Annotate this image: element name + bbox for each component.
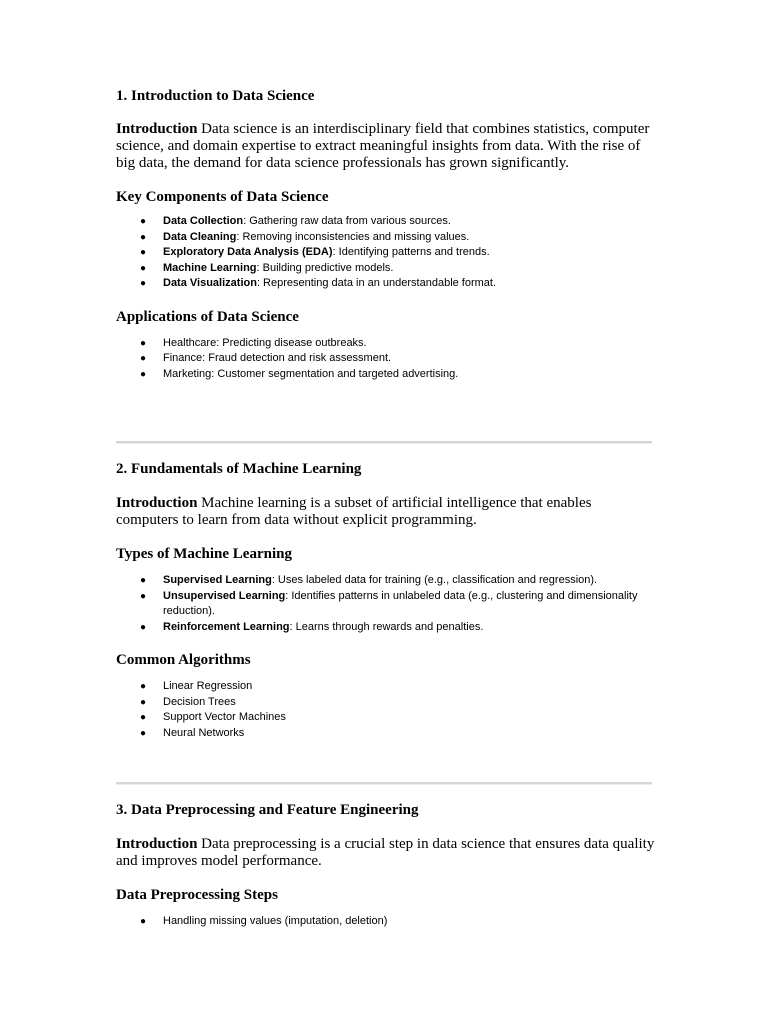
list-item-term: Data Cleaning	[163, 230, 237, 243]
list-item-term: Unsupervised Learning	[163, 589, 286, 602]
section-intro-paragraph	[116, 121, 656, 172]
list-item	[116, 710, 656, 726]
section-intro-data-science	[116, 88, 656, 382]
list-item-term: Data Collection	[163, 215, 244, 227]
list-item	[116, 336, 656, 352]
bullet-icon: ●	[140, 247, 147, 258]
list-item	[116, 695, 656, 711]
bullet-icon: ●	[140, 681, 147, 692]
section-title: 2. Fundamentals of Machine Learning	[116, 461, 362, 477]
subsection-title: Common Algorithms	[116, 652, 251, 668]
list-item	[116, 573, 656, 589]
section-divider	[116, 782, 652, 785]
algorithms-list	[116, 679, 656, 741]
bullet-icon: ●	[140, 262, 147, 274]
preprocessing-steps-list	[116, 914, 656, 930]
bullet-icon: ●	[140, 621, 147, 633]
list-item-term: Data Visualization	[163, 277, 257, 289]
applications-list	[116, 336, 656, 383]
bullet-icon: ●	[140, 727, 147, 739]
bullet-icon: ●	[140, 337, 147, 349]
bullet-icon: ●	[140, 712, 147, 723]
list-item	[116, 214, 656, 230]
section-intro-paragraph	[116, 495, 656, 529]
list-item-text: Marketing: Customer segmentation and targeted advertising.	[163, 367, 459, 380]
list-item	[116, 276, 656, 292]
list-item-text: Support Vector Machines	[163, 711, 286, 723]
list-item	[116, 914, 656, 930]
list-item	[116, 589, 656, 620]
intro-text: Data science is an interdisciplinary field that combines statistics, computer science, and domain expertise to extract meaningful insights from data. With the rise of big data, the demand for data science professionals has grown significantly.	[116, 121, 650, 171]
bullet-icon: ●	[140, 916, 147, 927]
list-item	[116, 679, 656, 695]
intro-label: Introduction	[116, 495, 198, 511]
bullet-icon: ●	[140, 590, 147, 602]
list-item	[116, 367, 656, 383]
list-item-term: Supervised Learning	[163, 574, 272, 586]
key-components-list	[116, 214, 656, 292]
list-item	[116, 351, 656, 367]
bullet-icon: ●	[140, 278, 147, 289]
list-item	[116, 261, 656, 277]
list-item-desc: : Identifying patterns and trends.	[332, 246, 490, 258]
list-item-text: Decision Trees	[163, 695, 236, 708]
list-item	[116, 620, 656, 636]
bullet-icon: ●	[140, 216, 147, 227]
list-item	[116, 726, 656, 742]
list-item-desc: : Uses labeled data for training (e.g., classification and regression).	[271, 574, 598, 586]
list-item-desc: : Identifies patterns in unlabeled data (e.g., clustering and dimensionality reduction).	[163, 589, 638, 617]
subsection-title: Applications of Data Science	[116, 308, 299, 325]
section-ml-fundamentals	[116, 461, 656, 741]
list-item-text: Handling missing values (imputation, deletion)	[163, 915, 388, 927]
intro-text: Data preprocessing is a crucial step in data science that ensures data quality and improves model performance.	[116, 836, 655, 869]
list-item-term: Machine Learning	[163, 261, 257, 274]
list-item-text: Healthcare: Predicting disease outbreaks.	[163, 336, 367, 349]
subsection-title: Key Components of Data Science	[116, 189, 329, 205]
subsection-title: Types of Machine Learning	[116, 546, 292, 562]
subsection-title: Data Preprocessing Steps	[116, 887, 278, 903]
intro-label: Introduction	[116, 836, 198, 852]
bullet-icon: ●	[140, 696, 147, 708]
list-item-desc: : Representing data in an understandable format.	[256, 277, 497, 289]
section-title: 3. Data Preprocessing and Feature Engineering	[116, 802, 419, 818]
bullet-icon: ●	[140, 353, 147, 364]
list-item-text: Linear Regression	[163, 680, 253, 692]
list-item-desc: : Removing inconsistencies and missing values.	[236, 230, 470, 243]
intro-label: Introduction	[116, 121, 198, 137]
list-item-text: Finance: Fraud detection and risk assessment.	[163, 352, 392, 364]
bullet-icon: ●	[140, 368, 147, 380]
list-item-desc: : Gathering raw data from various sources.	[243, 215, 451, 227]
list-item-desc: : Building predictive models.	[256, 261, 394, 274]
section-title: 1. Introduction to Data Science	[116, 88, 315, 104]
intro-text: Machine learning is a subset of artificial intelligence that enables computers to learn from data without explicit programming.	[116, 495, 592, 528]
list-item-desc: : Learns through rewards and penalties.	[289, 620, 484, 633]
list-item	[116, 230, 656, 246]
bullet-icon: ●	[140, 231, 147, 243]
section-preprocessing	[116, 802, 656, 930]
list-item	[116, 245, 656, 261]
section-divider	[116, 441, 652, 444]
list-item-term: Exploratory Data Analysis (EDA)	[163, 246, 333, 258]
bullet-icon: ●	[140, 575, 147, 586]
ml-types-list	[116, 573, 656, 635]
list-item-term: Reinforcement Learning	[163, 620, 290, 633]
list-item-text: Neural Networks	[163, 726, 245, 739]
section-intro-paragraph	[116, 836, 656, 870]
